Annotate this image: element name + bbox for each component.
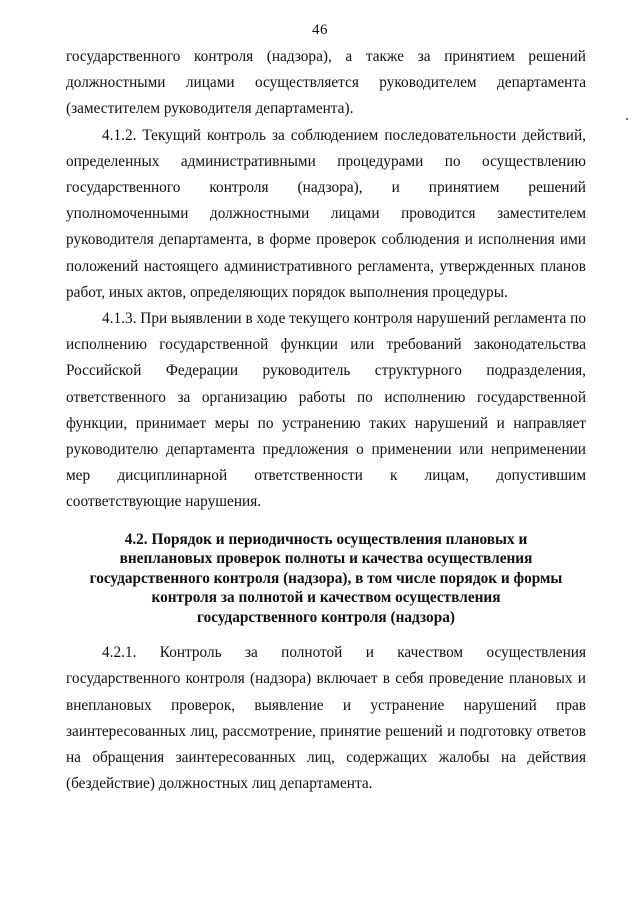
heading-line: государственного контроля (надзора), в том числе порядок и формы <box>89 569 563 587</box>
page-number: 46 <box>312 22 328 38</box>
margin-mark <box>626 118 628 120</box>
paragraph-continuation: государственного контроля (надзора), а также за принятием решений должностными лицами осуществляется руководителем департамента (заместителем руководителя департамента). <box>66 48 586 118</box>
heading-line: контроля за полнотой и качеством осуществления <box>151 589 501 607</box>
heading-line: внеплановых проверок полноты и качества осуществления <box>119 550 533 568</box>
paragraph-4-2-1: 4.2.1. Контроль за полнотой и качеством осуществления государственного контроля (надзора) включает в себя проведение плановых и внеплановых проверок, выявление и устранение нарушений прав заинтересованных лиц, рассмотрение, принятие решений и подготовку ответов на обращения заинтересованных лиц, содержащих жалобы на действия (бездействие) должностных лиц департамента. <box>66 644 586 793</box>
heading-line: 4.2. Порядок и периодичность осуществления плановых и <box>124 530 528 548</box>
section-heading-4-2 <box>66 530 586 628</box>
paragraph-4-1-2: 4.1.2. Текущий контроль за соблюдением последовательности действий, определенных административными процедурами по осуществлению государственного контроля (надзора), и принятием решений уполномоченными должностными лицами проводится заместителем руководителя департамента, в форме проверок соблюдения и исполнения ими положений настоящего административного регламента, утвержденных планов работ, иных актов, определяющих порядок выполнения процедуры. <box>66 126 586 301</box>
paragraph-4-1-3: 4.1.3. При выявлении в ходе текущего контроля нарушений регламента по исполнению государственной функции или требований законодательства Российской Федерации руководитель структурного подразделения, ответственного за организацию работы по исполнению государственной функции, принимает меры по устранению таких нарушений и направляет руководителю департамента предложения о применении или неприменении мер дисциплинарной ответственности к лицам, допустившим соответствующие нарушения. <box>66 310 586 511</box>
heading-line: государственного контроля (надзора) <box>197 608 455 626</box>
document-body <box>66 44 586 797</box>
